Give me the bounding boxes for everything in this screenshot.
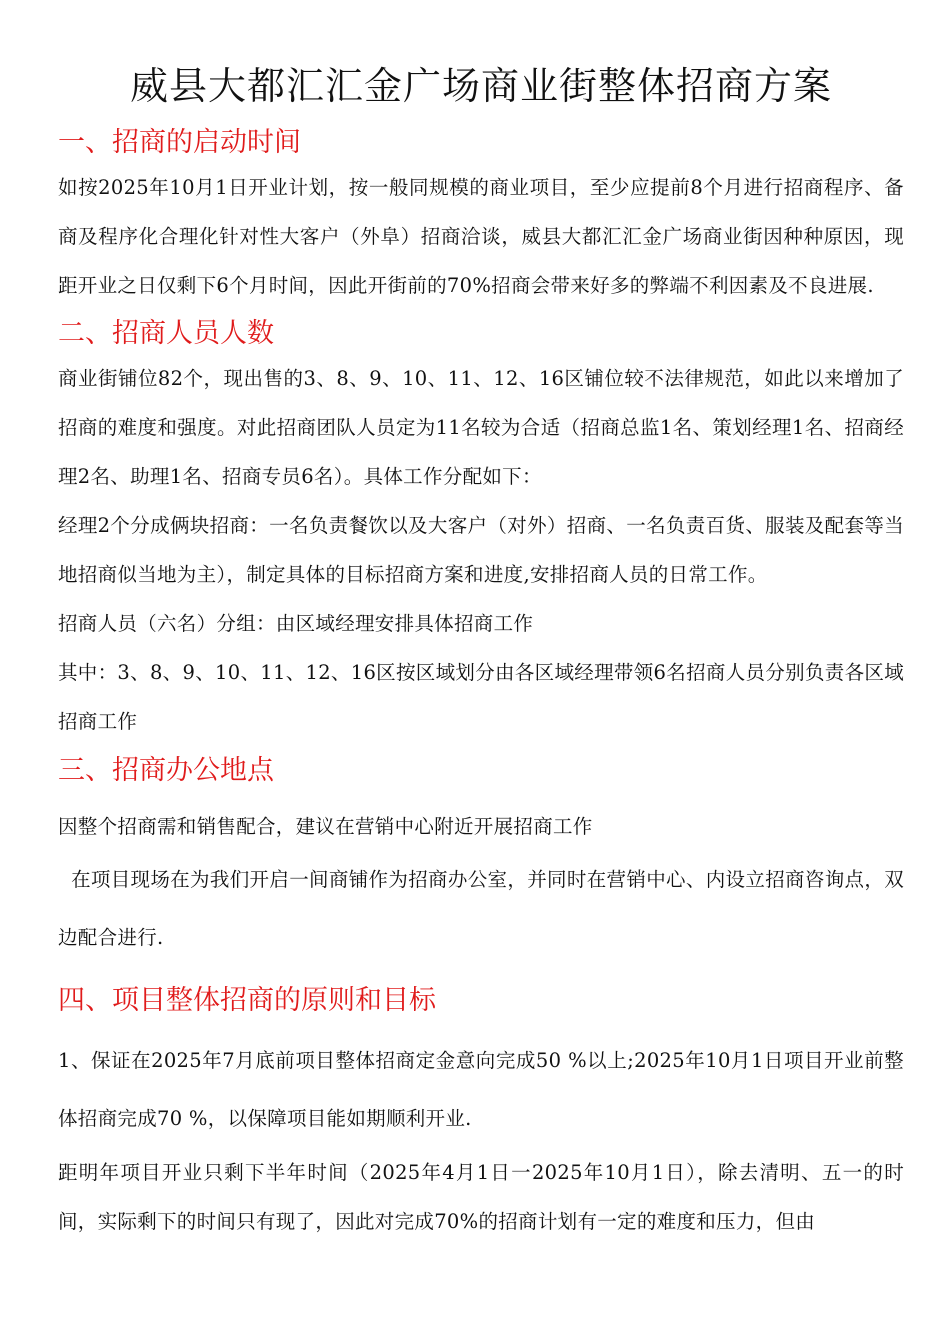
document-title: 威县大都汇汇金广场商业街整体招商方案 bbox=[129, 64, 832, 108]
section-3-paragraph-2: 在项目现场在为我们开启一间商铺作为招商办公室，并同时在营销中心、内设立招商咨询点，双边配合进行. bbox=[58, 868, 904, 949]
section-heading-staff-count: 二、招商人员人数 bbox=[58, 318, 274, 349]
section-heading-start-time: 一、招商的启动时间 bbox=[58, 127, 301, 158]
section-4-paragraph-1: 1、保证在2025年7月底前项目整体招商定金意向完成50 %以上;2025年10月1日项目开业前整体招商完成70 %，以保障项目能如期顺利开业. bbox=[58, 1049, 904, 1130]
section-heading-office-location: 三、招商办公地点 bbox=[58, 755, 274, 786]
section-2-paragraph-2: 经理2个分成俩块招商：一名负责餐饮以及大客户（对外）招商、一名负责百货、服装及配套等当地招商似当地为主），制定具体的目标招商方案和进度,安排招商人员的日常工作。 bbox=[58, 514, 904, 586]
section-2-paragraph-1: 商业街铺位82个，现出售的3、8、9、10、11、12、16区铺位较不法律规范，如此以来增加了招商的难度和强度。对此招商团队人员定为11名较为合适（招商总监1名、策划经理1名、招商经理2名、助理1名、招商专员6名）。具体工作分配如下： bbox=[58, 367, 904, 488]
section-2-paragraph-4: 其中：3、8、9、10、11、12、16区按区域划分由各区域经理带领6名招商人员分别负责各区域招商工作 bbox=[58, 661, 904, 733]
section-heading-principles-goals: 四、项目整体招商的原则和目标 bbox=[58, 985, 436, 1016]
section-3-paragraph-1: 因整个招商需和销售配合，建议在营销中心附近开展招商工作 bbox=[58, 815, 593, 838]
section-2-paragraph-3: 招商人员（六名）分组：由区域经理安排具体招商工作 bbox=[58, 612, 534, 635]
section-4-paragraph-2: 距明年项目开业只剩下半年时间（2025年4月1日一2025年10月1日），除去清明、五一的时间，实际剩下的时间只有现了，因此对完成70%的招商计划有一定的难度和压力，但由 bbox=[58, 1161, 904, 1233]
section-1-paragraph-1: 如按2025年10月1日开业计划，按一般同规模的商业项目，至少应提前8个月进行招商程序、备商及程序化合理化针对性大客户（外阜）招商洽谈，威县大都汇汇金广场商业街因种种原因，现距开业之日仅剩下6个月时间，因此开街前的70%招商会带来好多的弊端不利因素及不良进展. bbox=[58, 176, 904, 297]
